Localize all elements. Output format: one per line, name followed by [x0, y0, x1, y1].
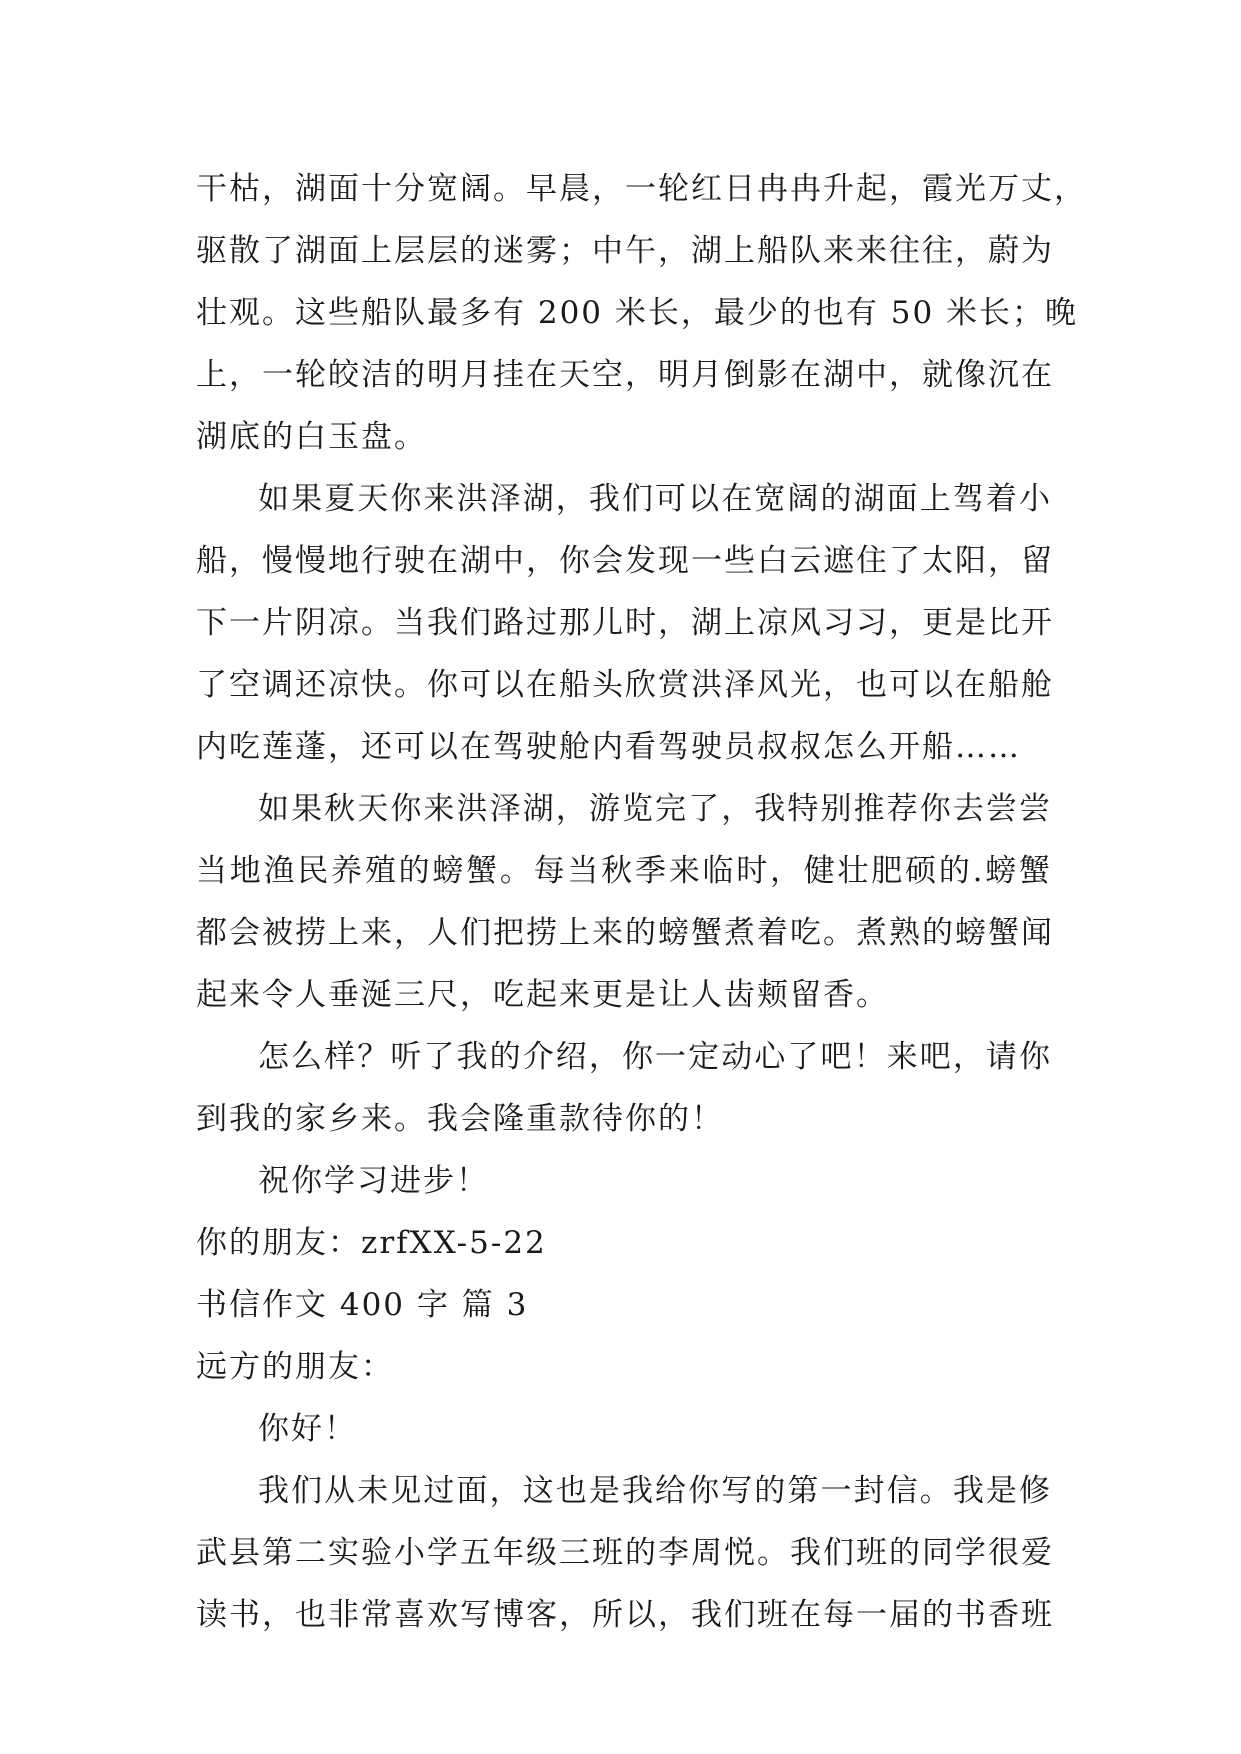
text-line: 如果夏天你来洪泽湖，我们可以在宽阔的湖面上驾着小	[258, 481, 1052, 517]
text-line: 了空调还凉快。你可以在船头欣赏洪泽风光，也可以在船舱	[196, 667, 1054, 703]
text-line: 当地渔民养殖的螃蟹。每当秋季来临时，健壮肥硕的.螃蟹	[196, 853, 1052, 889]
text-line: 读书，也非常喜欢写博客，所以，我们班在每一届的书香班	[196, 1597, 1054, 1633]
text-line: 船，慢慢地行驶在湖中，你会发现一些白云遮住了太阳，留	[196, 543, 1054, 579]
letter-body	[196, 158, 1087, 1646]
text-line: 到我的家乡来。我会隆重款待你的！	[196, 1101, 724, 1137]
text-line: 祝你学习进步！	[258, 1163, 489, 1199]
text-line: 干枯，湖面十分宽阔。早晨，一轮红日冉冉升起，霞光万丈，	[196, 171, 1087, 207]
text-line: 内吃莲蓬，还可以在驾驶舱内看驾驶员叔叔怎么开船……	[196, 729, 1021, 765]
text-line: 你好！	[258, 1411, 357, 1447]
text-line: 你的朋友：zrfXX-5-22	[196, 1225, 547, 1261]
text-line: 我们从未见过面，这也是我给你写的第一封信。我是修	[258, 1473, 1052, 1509]
text-line: 远方的朋友：	[196, 1349, 394, 1385]
text-line: 湖底的白玉盘。	[196, 419, 427, 455]
text-line: 起来令人垂涎三尺，吃起来更是让人齿颊留香。	[196, 977, 889, 1013]
text-line: 武县第二实验小学五年级三班的李周悦。我们班的同学很爱	[196, 1535, 1054, 1571]
text-line: 壮观。这些船队最多有 200 米长，最少的也有 50 米长；晚	[196, 295, 1079, 331]
text-line: 书信作文 400 字 篇 3	[196, 1287, 529, 1323]
text-line: 驱散了湖面上层层的迷雾；中午，湖上船队来来往往，蔚为	[196, 233, 1054, 269]
text-line: 都会被捞上来，人们把捞上来的螃蟹煮着吃。煮熟的螃蟹闻	[196, 915, 1054, 951]
text-line: 怎么样？听了我的介绍，你一定动心了吧！来吧，请你	[258, 1039, 1052, 1075]
text-line: 上，一轮皎洁的明月挂在天空，明月倒影在湖中，就像沉在	[196, 357, 1054, 393]
text-line: 下一片阴凉。当我们路过那儿时，湖上凉风习习，更是比开	[196, 605, 1054, 641]
text-line: 如果秋天你来洪泽湖，游览完了，我特别推荐你去尝尝	[258, 791, 1052, 827]
